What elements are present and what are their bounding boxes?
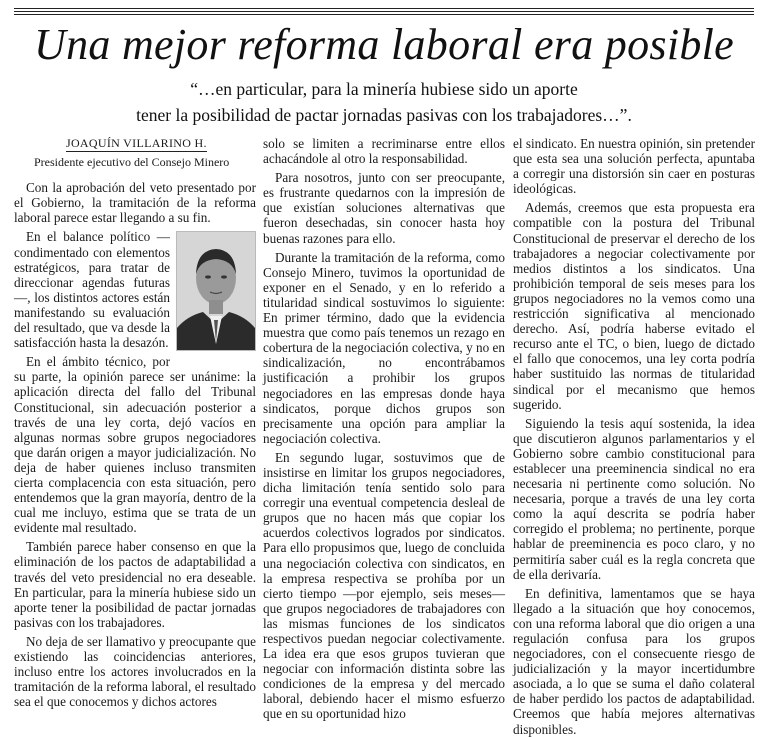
paragraph: Siguiendo la tesis aquí sostenida, la idea que discutieron algunos parlamentarios y el Gobierno sobre cambio constitucional para establecer una preeminencia sindical no era necesaria ni pertinente como solución. No necesaria, porque a través de una ley corta como la aquí descrita se podría haber corregido el problema; no pertinente, porque hablar de preeminencia es poco claro, y no permitiría saber cuál es la regla concreta que de ella derivaría. [513, 415, 755, 582]
paragraph: En el balance político —condimentado con elementos estratégicos, para tratar de direccionar agendas futuras—, los distintos actores están manifestando su evaluación del resultado, que va desde la satisfacción hasta la desazón. [14, 229, 170, 351]
paragraph: No deja de ser llamativo y preocupante que existiendo las coincidencias anteriores, incluso entre los actores involucrados en la tramitación de la reforma laboral, el resultado sea el que conocemos y dichos actores [14, 633, 256, 710]
paragraph: En segundo lugar, sostuvimos que de insistirse en limitar los grupos negociadores, dicha limitación tenía sentido solo para corregir una eventual competencia desleal de grupos que no hacen más que copiar los acuerdos colectivos logrados por sindicatos. Para ello propusimos que, luego de concluida una negociación colectiva con sindicatos, en la empresa respectiva se prohíba por un cierto tiempo —por ejemplo, seis meses— que grupos negociadores de trabajadores con las mismas funciones de los sindicatos respectivos puedan negociar colectivamente. La idea era que esos grupos tuvieran que negociar con información distinta sobre las condiciones de la empresa y del mercado laboral, debiendo hacer el mismo esfuerzo que en su oportunidad hizo [263, 449, 505, 722]
pull-quote-line-2: tener la posibilidad de pactar jornadas pasivas con los trabajadores…”. [136, 105, 632, 125]
pull-quote-line-1: “…en particular, para la minería hubiese sido un aporte [190, 79, 578, 99]
paragraph: Durante la tramitación de la reforma, como Consejo Minero, tuvimos la oportunidad de exponer en el Senado, y en lo referido a titularidad sindical sostuvimos lo siguiente: En primer término, dado que la evidencia muestra que como país tenemos un rezago en cobertura de la negociación colectiva, y no en sindicalización, no encontrábamos justificación a prohibir los grupos negociadores en las empresas donde haya sindicatos, porque dichos grupos son precisamente una opción para ampliar la negociación colectiva. [263, 249, 505, 446]
paragraph: Además, creemos que esta propuesta era compatible con la postura del Tribunal Constitucional de preservar el derecho de los trabajadores a negociar colectivamente por medios distintos a los sindicatos. Una prohibición temporal de seis meses para los grupos negociadores no la vemos como una restricción significativa al mencionado derecho. Así, podría haberse evitado el recurso ante el TC, o bien, luego de dictado el fallo que conocemos, una ley corta podría haber sustituido las normas de titularidad sindical por el mecanismo que hemos sugerido. [513, 200, 755, 412]
column-2 [263, 136, 505, 722]
headline: Una mejor reforma laboral era posible [34, 20, 734, 69]
author-name-text: JOAQUÍN VILLARINO H. [66, 136, 207, 150]
paragraph: También parece haber consenso en que la eliminación de los pactos de adaptabilidad a través del veto presidencial no era deseable. En particular, para la minería hubiese sido un aporte tener la posibilidad de pactar jornadas pasivas con los trabajadores. [14, 539, 256, 630]
paragraph: En el ámbito técnico, por su parte, la opinión parece ser unánime: la aplicación directa del fallo del Tribunal Constitucional, sin adecuación posterior a través de una ley corta, dejó vacíos en algunas normas sobre grupos negociadores que darán origen a mayor judicialización. No deja de haber quienes incluso transmiten cierta complacencia con esta situación, pero entendemos que la gran mayoría, dentro de la cual me incluyo, estima que se trata de un evidente mal resultado. [14, 354, 256, 536]
author-name [14, 136, 256, 151]
paragraph: el sindicato. En nuestra opinión, sin pretender que esta sea una solución perfecta, apuntaba a corregir una distorsión sin caer en posturas ideológicas. [513, 136, 755, 197]
column-1 [14, 136, 256, 710]
paragraph: En definitiva, lamentamos que se haya llegado a la situación que hoy conocemos, con una reforma laboral que dio origen a una regulación confusa para los grupos negociadores, con el consecuente riesgo de judicialización y la mayor incertidumbre asociada, a lo que se suma el daño colateral de haber perdido los pactos de adaptabilidad. Creemos que había mejores alternativas disponibles. [513, 585, 755, 737]
paragraph: solo se limiten a recriminarse entre ellos achacándole al otro la responsabilidad. [263, 136, 505, 167]
paragraph: Para nosotros, junto con ser preocupante, es frustrante quedarnos con la impresión de que existían soluciones alternativas que fueron desechadas, sin conocer hasta hoy buenas razones para ello. [263, 170, 505, 246]
column-3 [513, 136, 755, 737]
author-photo [176, 231, 256, 351]
author-role: Presidente ejecutivo del Consejo Minero [34, 155, 230, 170]
paragraph: Con la aprobación del veto presentado por el Gobierno, la tramitación de la reforma laboral parece estar llegando a su fin. [14, 180, 256, 226]
pull-quote [0, 76, 768, 128]
